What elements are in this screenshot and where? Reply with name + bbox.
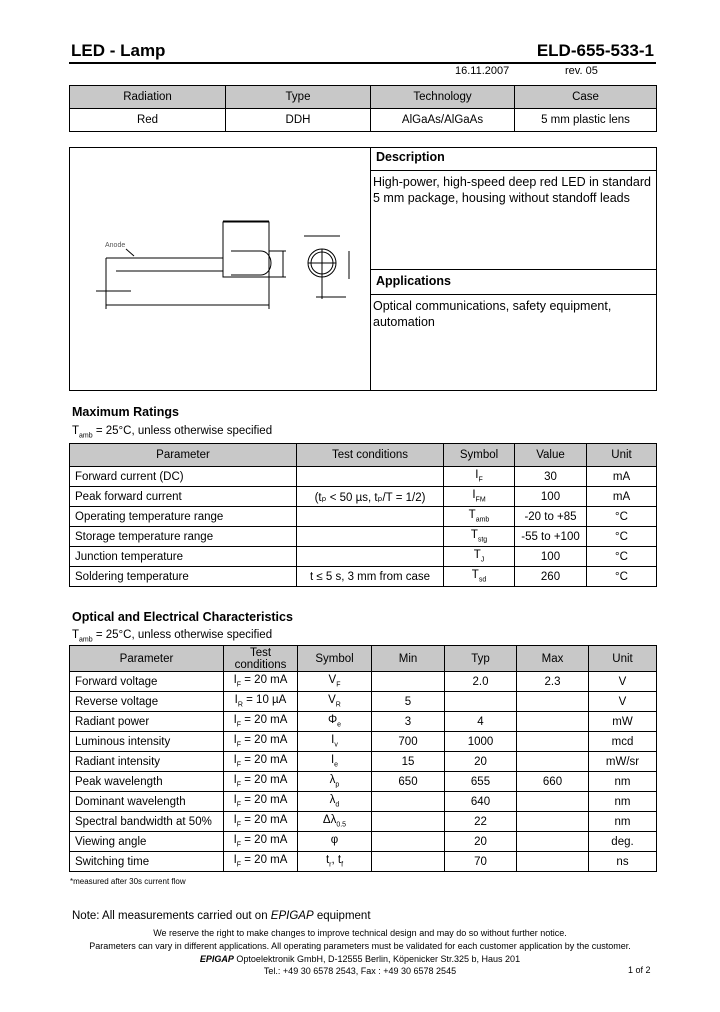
cell: [517, 712, 589, 732]
cell: -55 to +100: [515, 527, 587, 547]
cell: $T_J$: [444, 547, 515, 567]
cell: [517, 752, 589, 772]
cell: φ: [298, 832, 372, 852]
led-dimension-drawing: [76, 201, 366, 321]
cell: Peak wavelength: [70, 772, 224, 792]
cell: DDH: [226, 109, 371, 132]
cell: mcd: [589, 732, 657, 752]
cell: $I_F = 20$ mA: [224, 792, 298, 812]
cell: $I_F = 20$ mA: [224, 852, 298, 872]
cell: $I_{FM}$: [444, 487, 515, 507]
cell: [517, 692, 589, 712]
measurement-note: Note: All measurements carried out on EPIGAP equipment: [72, 910, 371, 922]
cell: 30: [515, 467, 587, 487]
cell: °C: [587, 547, 657, 567]
cell: Radiant intensity: [70, 752, 224, 772]
cell: Luminous intensity: [70, 732, 224, 752]
cell: deg.: [589, 832, 657, 852]
cell: Peak forward current: [70, 487, 297, 507]
cell: 700: [372, 732, 445, 752]
max-ratings-condition: $T_{amb} = 25^\circ C$, unless otherwise specified: [72, 425, 273, 440]
cell: 15: [372, 752, 445, 772]
cell: Viewing angle: [70, 832, 224, 852]
cell: $I_F = 20$ mA: [224, 732, 298, 752]
cell: [297, 527, 444, 547]
cell: $\lambda_p$: [298, 772, 372, 792]
cell: [517, 832, 589, 852]
cell: [517, 792, 589, 812]
col-header: Parameter: [70, 646, 224, 672]
col-header: Parameter: [70, 444, 297, 467]
optical-table: [69, 645, 657, 872]
table-row: [70, 672, 657, 692]
col-header: Symbol: [444, 444, 515, 467]
cell: Spectral bandwidth at 50%: [70, 812, 224, 832]
cell: $T_{stg}$: [444, 527, 515, 547]
cell: [372, 792, 445, 812]
optical-title: Optical and Electrical Characteristics: [72, 610, 293, 624]
table-row: [70, 772, 657, 792]
table-row: [70, 712, 657, 732]
col-header: Test conditions: [224, 646, 298, 672]
cell: [517, 812, 589, 832]
footnote: *measured after 30s current flow: [70, 877, 186, 886]
cell: $t_r$, $t_f$: [298, 852, 372, 872]
date: 16.11.2007: [455, 65, 510, 77]
cell: 260: [515, 567, 587, 587]
cell: $I_e$: [298, 752, 372, 772]
table-row: [70, 527, 657, 547]
cell: [517, 732, 589, 752]
cell: $\Phi_e$: [298, 712, 372, 732]
cell: Red: [70, 109, 226, 132]
col-header: Case: [515, 86, 657, 109]
description-title: Description: [376, 150, 445, 164]
cell: °C: [587, 567, 657, 587]
cell: [372, 852, 445, 872]
cell: V: [589, 692, 657, 712]
table-row: [70, 852, 657, 872]
cell: mA: [587, 467, 657, 487]
cell: 100: [515, 487, 587, 507]
cell: [297, 507, 444, 527]
cell: $I_v$: [298, 732, 372, 752]
cell: mW: [589, 712, 657, 732]
table-row: [70, 547, 657, 567]
optical-condition: $T_{amb} = 25^\circ C$, unless otherwise specified: [72, 629, 273, 644]
table-row: [70, 507, 657, 527]
cell: Soldering temperature: [70, 567, 297, 587]
description-text: High-power, high-speed deep red LED in standard 5 mm package, housing without standoff leads: [373, 175, 651, 205]
cell: Dominant wavelength: [70, 792, 224, 812]
col-header: Unit: [587, 444, 657, 467]
disclaimer-2: Parameters can vary in different applications. All operating parameters must be validated for each customer application by the customer.: [89, 941, 631, 951]
cell: $T_{sd}$: [444, 567, 515, 587]
company-contact: Tel.: +49 30 6578 2543, Fax : +49 30 6578 2545: [263, 966, 457, 976]
applications-text: Optical communications, safety equipment, automation: [373, 299, 612, 329]
cell: $\lambda_d$: [298, 792, 372, 812]
cell: mA: [587, 487, 657, 507]
page-number: 1 of 2: [628, 965, 651, 975]
cell: Reverse voltage: [70, 692, 224, 712]
cell: ns: [589, 852, 657, 872]
cell: [517, 852, 589, 872]
table-row: [70, 832, 657, 852]
cell: nm: [589, 772, 657, 792]
cell: nm: [589, 792, 657, 812]
cell: 640: [445, 792, 517, 812]
cell: AlGaAs/AlGaAs: [371, 109, 515, 132]
table-row: [70, 732, 657, 752]
cell: 1000: [445, 732, 517, 752]
cell: (tₚ < 50 µs, tₚ/T = 1/2): [297, 487, 444, 507]
cell: $I_F = 20$ mA: [224, 672, 298, 692]
col-header: Technology: [371, 86, 515, 109]
cell: [372, 812, 445, 832]
cell: [372, 832, 445, 852]
col-header: Radiation: [70, 86, 226, 109]
cell: mW/sr: [589, 752, 657, 772]
cell: 660: [517, 772, 589, 792]
cell: [372, 672, 445, 692]
col-header: Typ: [445, 646, 517, 672]
cell: Forward voltage: [70, 672, 224, 692]
cell: -20 to +85: [515, 507, 587, 527]
cell: 5 mm plastic lens: [515, 109, 657, 132]
cell: $T_{amb}$: [444, 507, 515, 527]
cell: $I_F = 20$ mA: [224, 832, 298, 852]
col-header: Test conditions: [297, 444, 444, 467]
cell: 70: [445, 852, 517, 872]
cell: °C: [587, 527, 657, 547]
revision: rev. 05: [565, 65, 598, 77]
cell: 22: [445, 812, 517, 832]
table-row: [70, 487, 657, 507]
applications-title: Applications: [376, 274, 452, 288]
table-row: [70, 752, 657, 772]
table-row: [70, 567, 657, 587]
table-row: [70, 812, 657, 832]
disclaimer-1: We reserve the right to make changes to improve technical design and may do so without further notice.: [153, 928, 567, 938]
cell: 3: [372, 712, 445, 732]
cell: 20: [445, 832, 517, 852]
cell: Storage temperature range: [70, 527, 297, 547]
col-header: Unit: [589, 646, 657, 672]
cell: $I_F = 20$ mA: [224, 772, 298, 792]
table-row: [70, 792, 657, 812]
cell: [297, 467, 444, 487]
col-header: Type: [226, 86, 371, 109]
cell: 2.0: [445, 672, 517, 692]
cell: $I_R = 10$ µA: [224, 692, 298, 712]
cell: [445, 692, 517, 712]
cell: nm: [589, 812, 657, 832]
col-header: Symbol: [298, 646, 372, 672]
table-row: [70, 692, 657, 712]
cell: 650: [372, 772, 445, 792]
cell: [297, 547, 444, 567]
cell: $I_F$: [444, 467, 515, 487]
cell: °C: [587, 507, 657, 527]
col-header: Max: [517, 646, 589, 672]
cell: Junction temperature: [70, 547, 297, 567]
cell: 20: [445, 752, 517, 772]
cell: $V_R$: [298, 692, 372, 712]
cell: $\Delta\lambda_{0.5}$: [298, 812, 372, 832]
cell: Radiant power: [70, 712, 224, 732]
cell: $I_F = 20$ mA: [224, 712, 298, 732]
cell: 5: [372, 692, 445, 712]
header-rule: [69, 62, 656, 64]
part-number: ELD-655-533-1: [536, 41, 654, 60]
cell: Forward current (DC): [70, 467, 297, 487]
document-title: LED - Lamp: [71, 41, 166, 60]
company-address: EPIGAP Optoelektronik GmbH, D-12555 Berlin, Köpenicker Str.325 b, Haus 201: [199, 954, 521, 964]
cell: 2.3: [517, 672, 589, 692]
col-header: Min: [372, 646, 445, 672]
cell: $I_F = 20$ mA: [224, 812, 298, 832]
cell: Operating temperature range: [70, 507, 297, 527]
cell: $V_F$: [298, 672, 372, 692]
cell: Switching time: [70, 852, 224, 872]
cell: V: [589, 672, 657, 692]
cell: $I_F = 20$ mA: [224, 752, 298, 772]
summary-table: [69, 85, 657, 132]
table-row: [70, 467, 657, 487]
cell: 655: [445, 772, 517, 792]
col-header: Value: [515, 444, 587, 467]
description-box: [69, 147, 657, 391]
max-ratings-title: Maximum Ratings: [72, 405, 179, 419]
cell: t ≤ 5 s, 3 mm from case: [297, 567, 444, 587]
cell: 100: [515, 547, 587, 567]
cell: 4: [445, 712, 517, 732]
anode-label: Anode: [105, 242, 126, 249]
max-ratings-table: [69, 443, 657, 587]
